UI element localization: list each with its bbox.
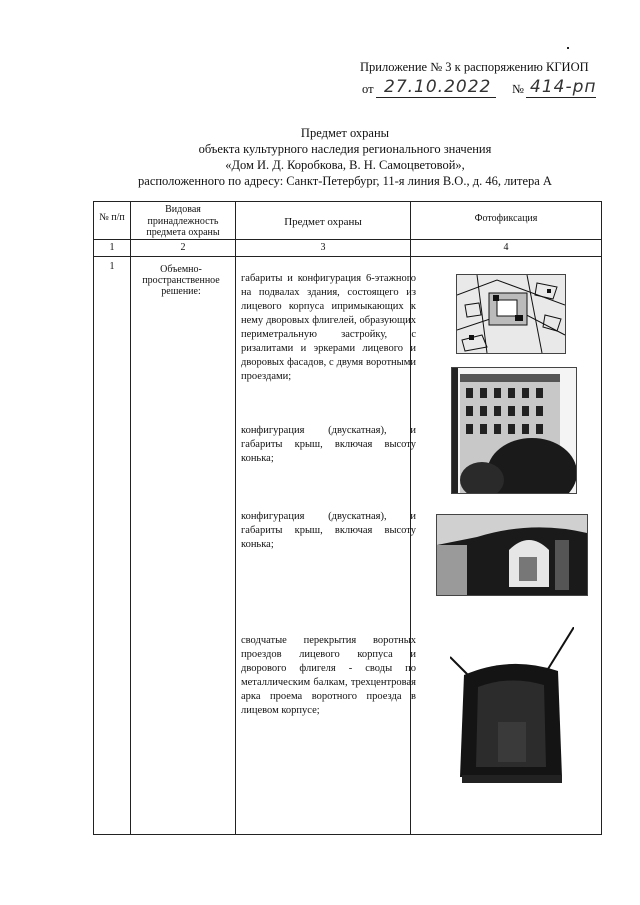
appendix-label: Приложение № 3 к распоряжению КГИОП bbox=[360, 60, 589, 74]
index-cell: 2 bbox=[180, 242, 186, 253]
title-line-1: Предмет охраны bbox=[300, 126, 390, 140]
protection-item-4: сводчатые перекрытия воротных проездов лицевого корпуса и дворового флигеля - своды по металлическим балкам, трехцентровая арка проема воротного проезда в лицевом корпусе; bbox=[241, 635, 416, 716]
protection-subject-table bbox=[93, 201, 602, 835]
number-prefix: № bbox=[512, 82, 524, 96]
protection-item-1: габариты и конфигурация 6-этажного на подвалах здания, состоящего из лицевого корпуса ипримыкающих к нему дворовых флигелей, образующих периметральную застройку, с ризалитами и эркерами лицевого и дворовых фасадов, с двумя воротными проездами; bbox=[241, 273, 416, 382]
protection-item-2: конфигурация (двускатная), и габариты крыш, включая высоту конька; bbox=[241, 425, 416, 464]
number-underline bbox=[526, 97, 596, 98]
title-line-2: объекта культурного наследия регионального значения bbox=[198, 142, 492, 156]
header-subject: Предмет охраны bbox=[284, 216, 362, 228]
handwritten-date: 27.10.2022 bbox=[384, 77, 492, 97]
vaulted-gateway-photo bbox=[450, 627, 574, 785]
row-number: 1 bbox=[109, 261, 115, 272]
title-line-4: расположенного по адресу: Санкт-Петербург, 11-я линия В.О., д. 46, литера А bbox=[138, 174, 552, 188]
title-line-3: «Дом И. Д. Коробкова, В. Н. Самоцветовой», bbox=[225, 158, 465, 172]
scan-speck bbox=[567, 47, 569, 49]
handwritten-number: 414-рп bbox=[530, 77, 597, 97]
index-cell: 3 bbox=[320, 242, 326, 253]
row-type: Объемно-пространственное решение: bbox=[142, 264, 220, 297]
header-number: № п/п bbox=[99, 212, 125, 223]
site-plan-image bbox=[456, 274, 566, 354]
gateway-passage-photo bbox=[436, 514, 588, 596]
header-photo: Фотофиксация bbox=[474, 213, 538, 224]
protection-item-3: конфигурация (двускатная), и габариты крыш, включая высоту конька; bbox=[241, 511, 416, 550]
index-cell: 1 bbox=[109, 242, 115, 253]
date-underline bbox=[376, 97, 496, 98]
document-title bbox=[110, 125, 580, 189]
index-cell: 4 bbox=[503, 242, 509, 253]
date-prefix: от bbox=[362, 82, 374, 96]
facade-photo bbox=[451, 367, 577, 494]
header-type: Видовая принадлежность предмета охраны bbox=[146, 204, 220, 238]
